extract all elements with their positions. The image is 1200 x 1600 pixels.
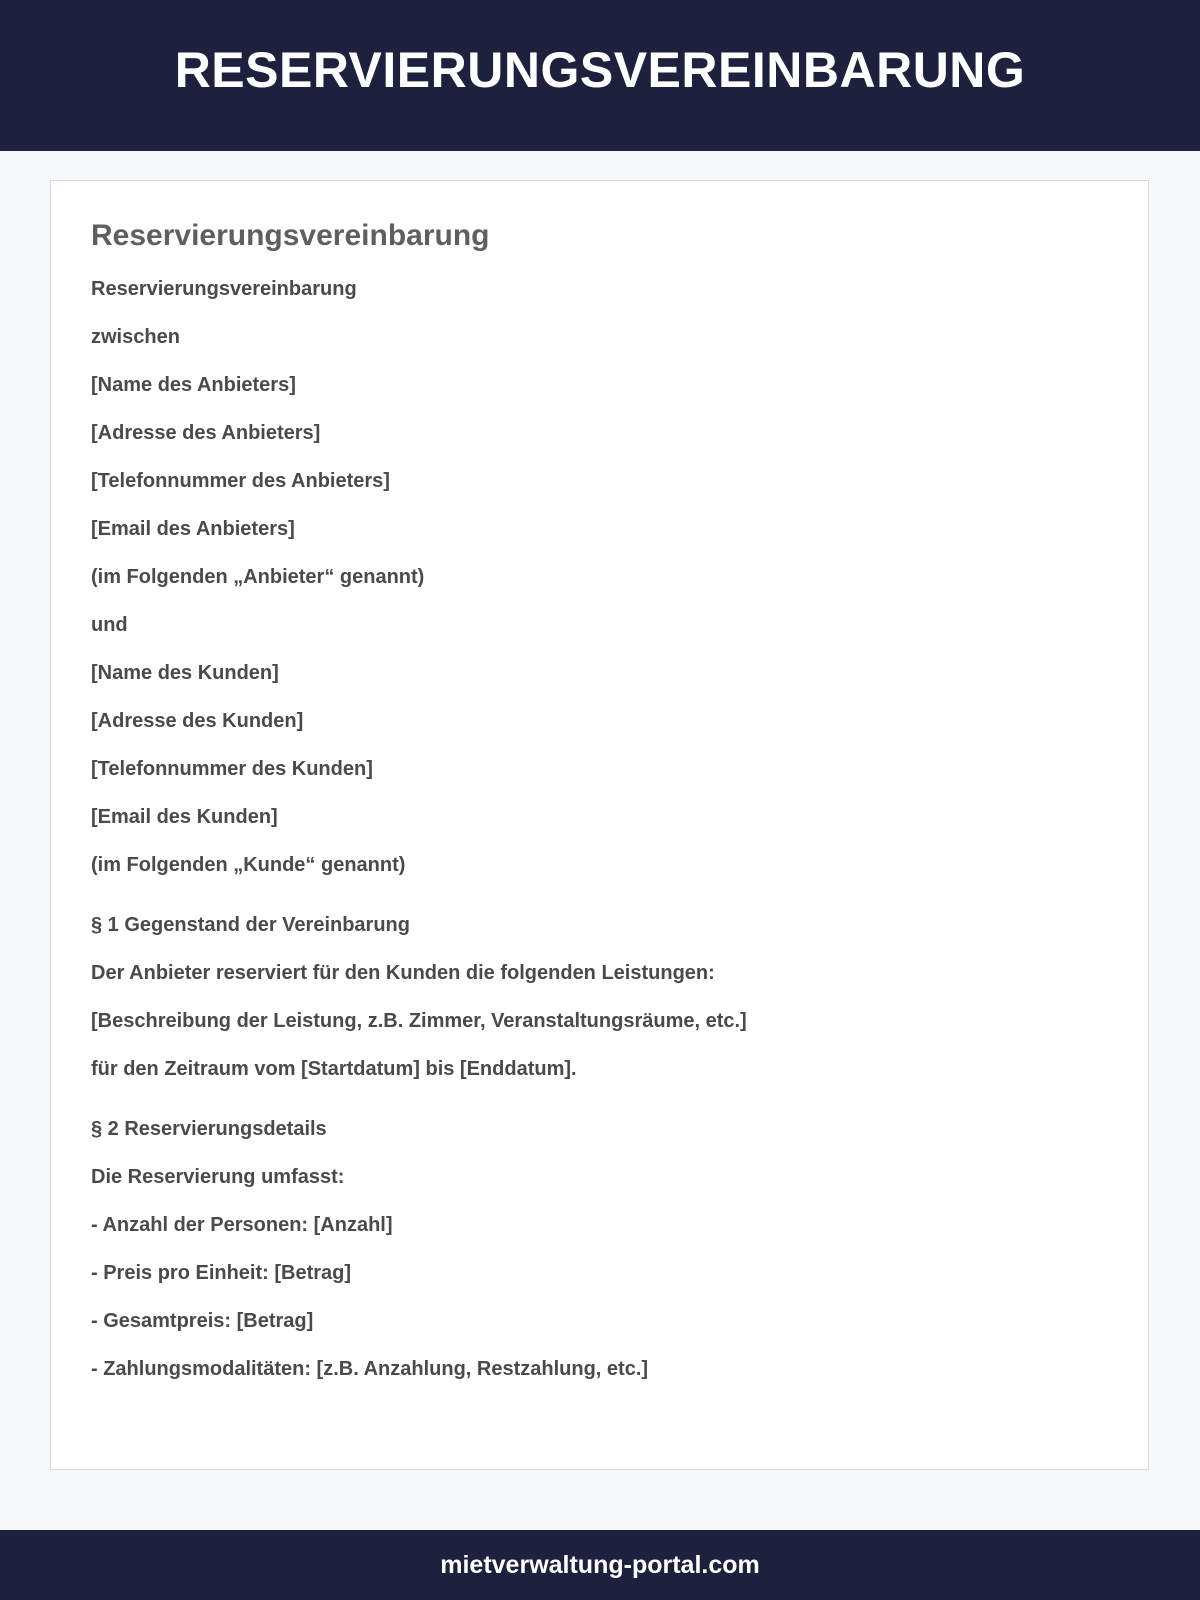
provider-email: [Email des Anbieters]	[91, 518, 295, 540]
document-title: Reservierungsvereinbarung	[91, 219, 490, 252]
footer-site: mietverwaltung-portal.com	[440, 1550, 760, 1579]
customer-designation: (im Folgenden „Kunde“ genannt)	[91, 854, 406, 876]
reservation-period: für den Zeitraum vom [Startdatum] bis [Enddatum].	[91, 1058, 577, 1080]
section-1-heading: § 1 Gegenstand der Vereinbarung	[91, 914, 410, 936]
detail-unit-price: - Preis pro Einheit: [Betrag]	[91, 1262, 352, 1284]
section-1-intro: Der Anbieter reserviert für den Kunden die folgenden Leistungen:	[91, 962, 715, 984]
contract-heading: Reservierungsvereinbarung	[91, 278, 357, 300]
section-2-heading: § 2 Reservierungsdetails	[91, 1118, 327, 1140]
customer-name: [Name des Kunden]	[91, 662, 279, 684]
detail-persons: - Anzahl der Personen: [Anzahl]	[91, 1214, 393, 1236]
provider-name: [Name des Anbieters]	[91, 374, 296, 396]
section-2-intro: Die Reservierung umfasst:	[91, 1166, 345, 1188]
page-header	[0, 0, 1200, 151]
customer-email: [Email des Kunden]	[91, 806, 278, 828]
provider-phone: [Telefonnummer des Anbieters]	[91, 470, 390, 492]
page-footer	[0, 1530, 1200, 1600]
detail-payment-terms: - Zahlungsmodalitäten: [z.B. Anzahlung, Restzahlung, etc.]	[91, 1358, 649, 1380]
detail-total-price: - Gesamtpreis: [Betrag]	[91, 1310, 314, 1332]
provider-designation: (im Folgenden „Anbieter“ genannt)	[91, 566, 425, 588]
between-text: zwischen	[91, 326, 180, 348]
customer-address: [Adresse des Kunden]	[91, 710, 304, 732]
header-title: RESERVIERUNGSVEREINBARUNG	[174, 41, 1026, 98]
document-card	[50, 180, 1149, 1470]
customer-phone: [Telefonnummer des Kunden]	[91, 758, 373, 780]
service-description: [Beschreibung der Leistung, z.B. Zimmer, Veranstaltungsräume, etc.]	[91, 1010, 747, 1032]
provider-address: [Adresse des Anbieters]	[91, 422, 321, 444]
and-text: und	[91, 614, 128, 636]
